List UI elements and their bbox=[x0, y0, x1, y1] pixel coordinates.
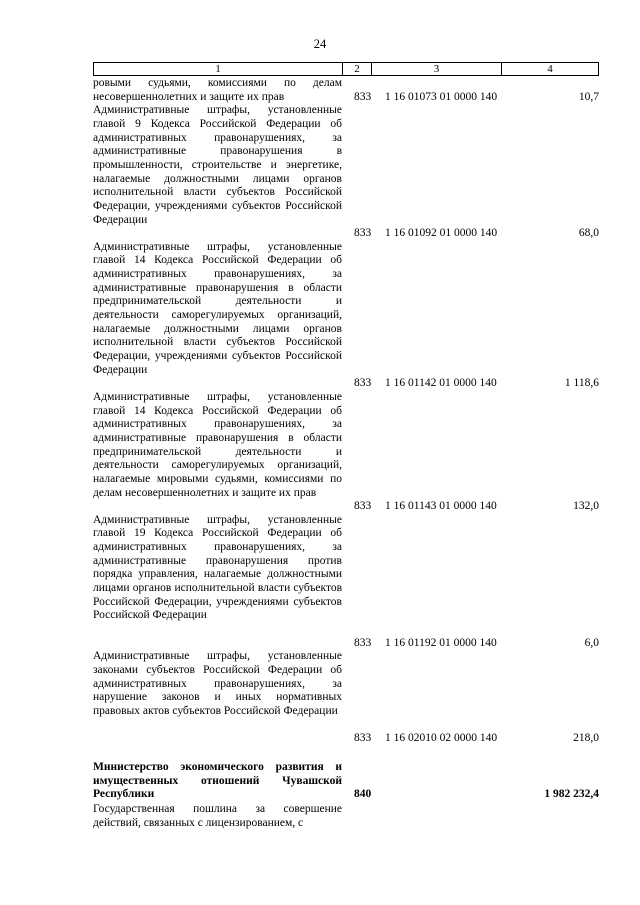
row-description: Административные штрафы, установленные главой 14 Кодекса Российской Федерации об административных правонарушениях, за административные правонарушения в области предпринимательской деятельности и деятельности саморегулируемых организаций, налагаемые должностными лицами органов исполнительной власти субъектов Российской Федерации, учреждениями субъектов Российской Федерации bbox=[93, 240, 342, 376]
row-description: Административные штрафы, установленные законами субъектов Российской Федерации об административных правонарушениях, за нарушение законов и иных нормативных правовых актов субъектов Российской Федерации bbox=[93, 650, 342, 717]
ministry-name: Министерство экономического развития и имущественных отношений Чувашской Республики bbox=[93, 761, 342, 801]
row-description: ровыми судьями, комиссиями по делам несовершеннолетних и защите их прав bbox=[93, 77, 342, 103]
row-amount: 10,7 bbox=[578, 90, 599, 103]
row-amount: 1 118,6 bbox=[564, 377, 599, 390]
header-col-1: 1 bbox=[94, 63, 343, 75]
row-code: 833 bbox=[354, 636, 372, 649]
row-code: 833 bbox=[354, 90, 372, 103]
table-header bbox=[93, 62, 599, 76]
ministry-amount: 1 982 232,4 bbox=[544, 788, 599, 801]
row-description: Административные штрафы, установленные главой 9 Кодекса Российской Федерации об административных правонарушениях, за административные правонарушения в промышленности, строительстве и энергетике, налагаемые должностными лицами органов исполнительной власти субъектов Российской Федерации, учреждениями субъектов Российской Федерации bbox=[93, 104, 342, 226]
row-code: 833 bbox=[354, 500, 372, 513]
row-amount: 132,0 bbox=[573, 500, 599, 513]
ministry-code: 840 bbox=[354, 788, 372, 801]
header-col-4: 4 bbox=[547, 63, 553, 75]
row-code: 833 bbox=[354, 732, 372, 745]
row-kbk: 1 16 01073 01 0000 140 bbox=[385, 90, 498, 103]
header-col-3: 3 bbox=[372, 63, 502, 75]
row-code: 833 bbox=[354, 377, 372, 390]
row-kbk: 1 16 01143 01 0000 140 bbox=[385, 500, 497, 513]
row-kbk: 1 16 01092 01 0000 140 bbox=[385, 227, 498, 240]
row-description: Государственная пошлина за совершение действий, связанных с лицензированием, с bbox=[93, 803, 342, 829]
header-col-2: 2 bbox=[343, 63, 372, 75]
row-code: 833 bbox=[354, 227, 372, 240]
row-description: Административные штрафы, установленные главой 14 Кодекса Российской Федерации об административных правонарушениях, за административные правонарушения в области предпринимательской деятельности и деятельности саморегулируемых организаций, налагаемые мировыми судьями, комиссиями по делам несовершеннолетних и защите их прав bbox=[93, 390, 342, 499]
row-amount: 6,0 bbox=[584, 636, 599, 649]
row-description: Административные штрафы, установленные главой 19 Кодекса Российской Федерации об административных правонарушениях, за административные правонарушения против порядка управления, налагаемые должностными лицами органов исполнительной власти субъектов Российской Федерации, учреждениями субъектов Российской Федерации bbox=[93, 513, 342, 622]
row-kbk: 1 16 01192 01 0000 140 bbox=[385, 636, 497, 649]
row-kbk: 1 16 02010 02 0000 140 bbox=[385, 732, 498, 745]
row-kbk: 1 16 01142 01 0000 140 bbox=[385, 377, 497, 390]
row-amount: 68,0 bbox=[578, 227, 599, 240]
page-number: 24 bbox=[313, 37, 327, 51]
row-amount: 218,0 bbox=[573, 732, 599, 745]
